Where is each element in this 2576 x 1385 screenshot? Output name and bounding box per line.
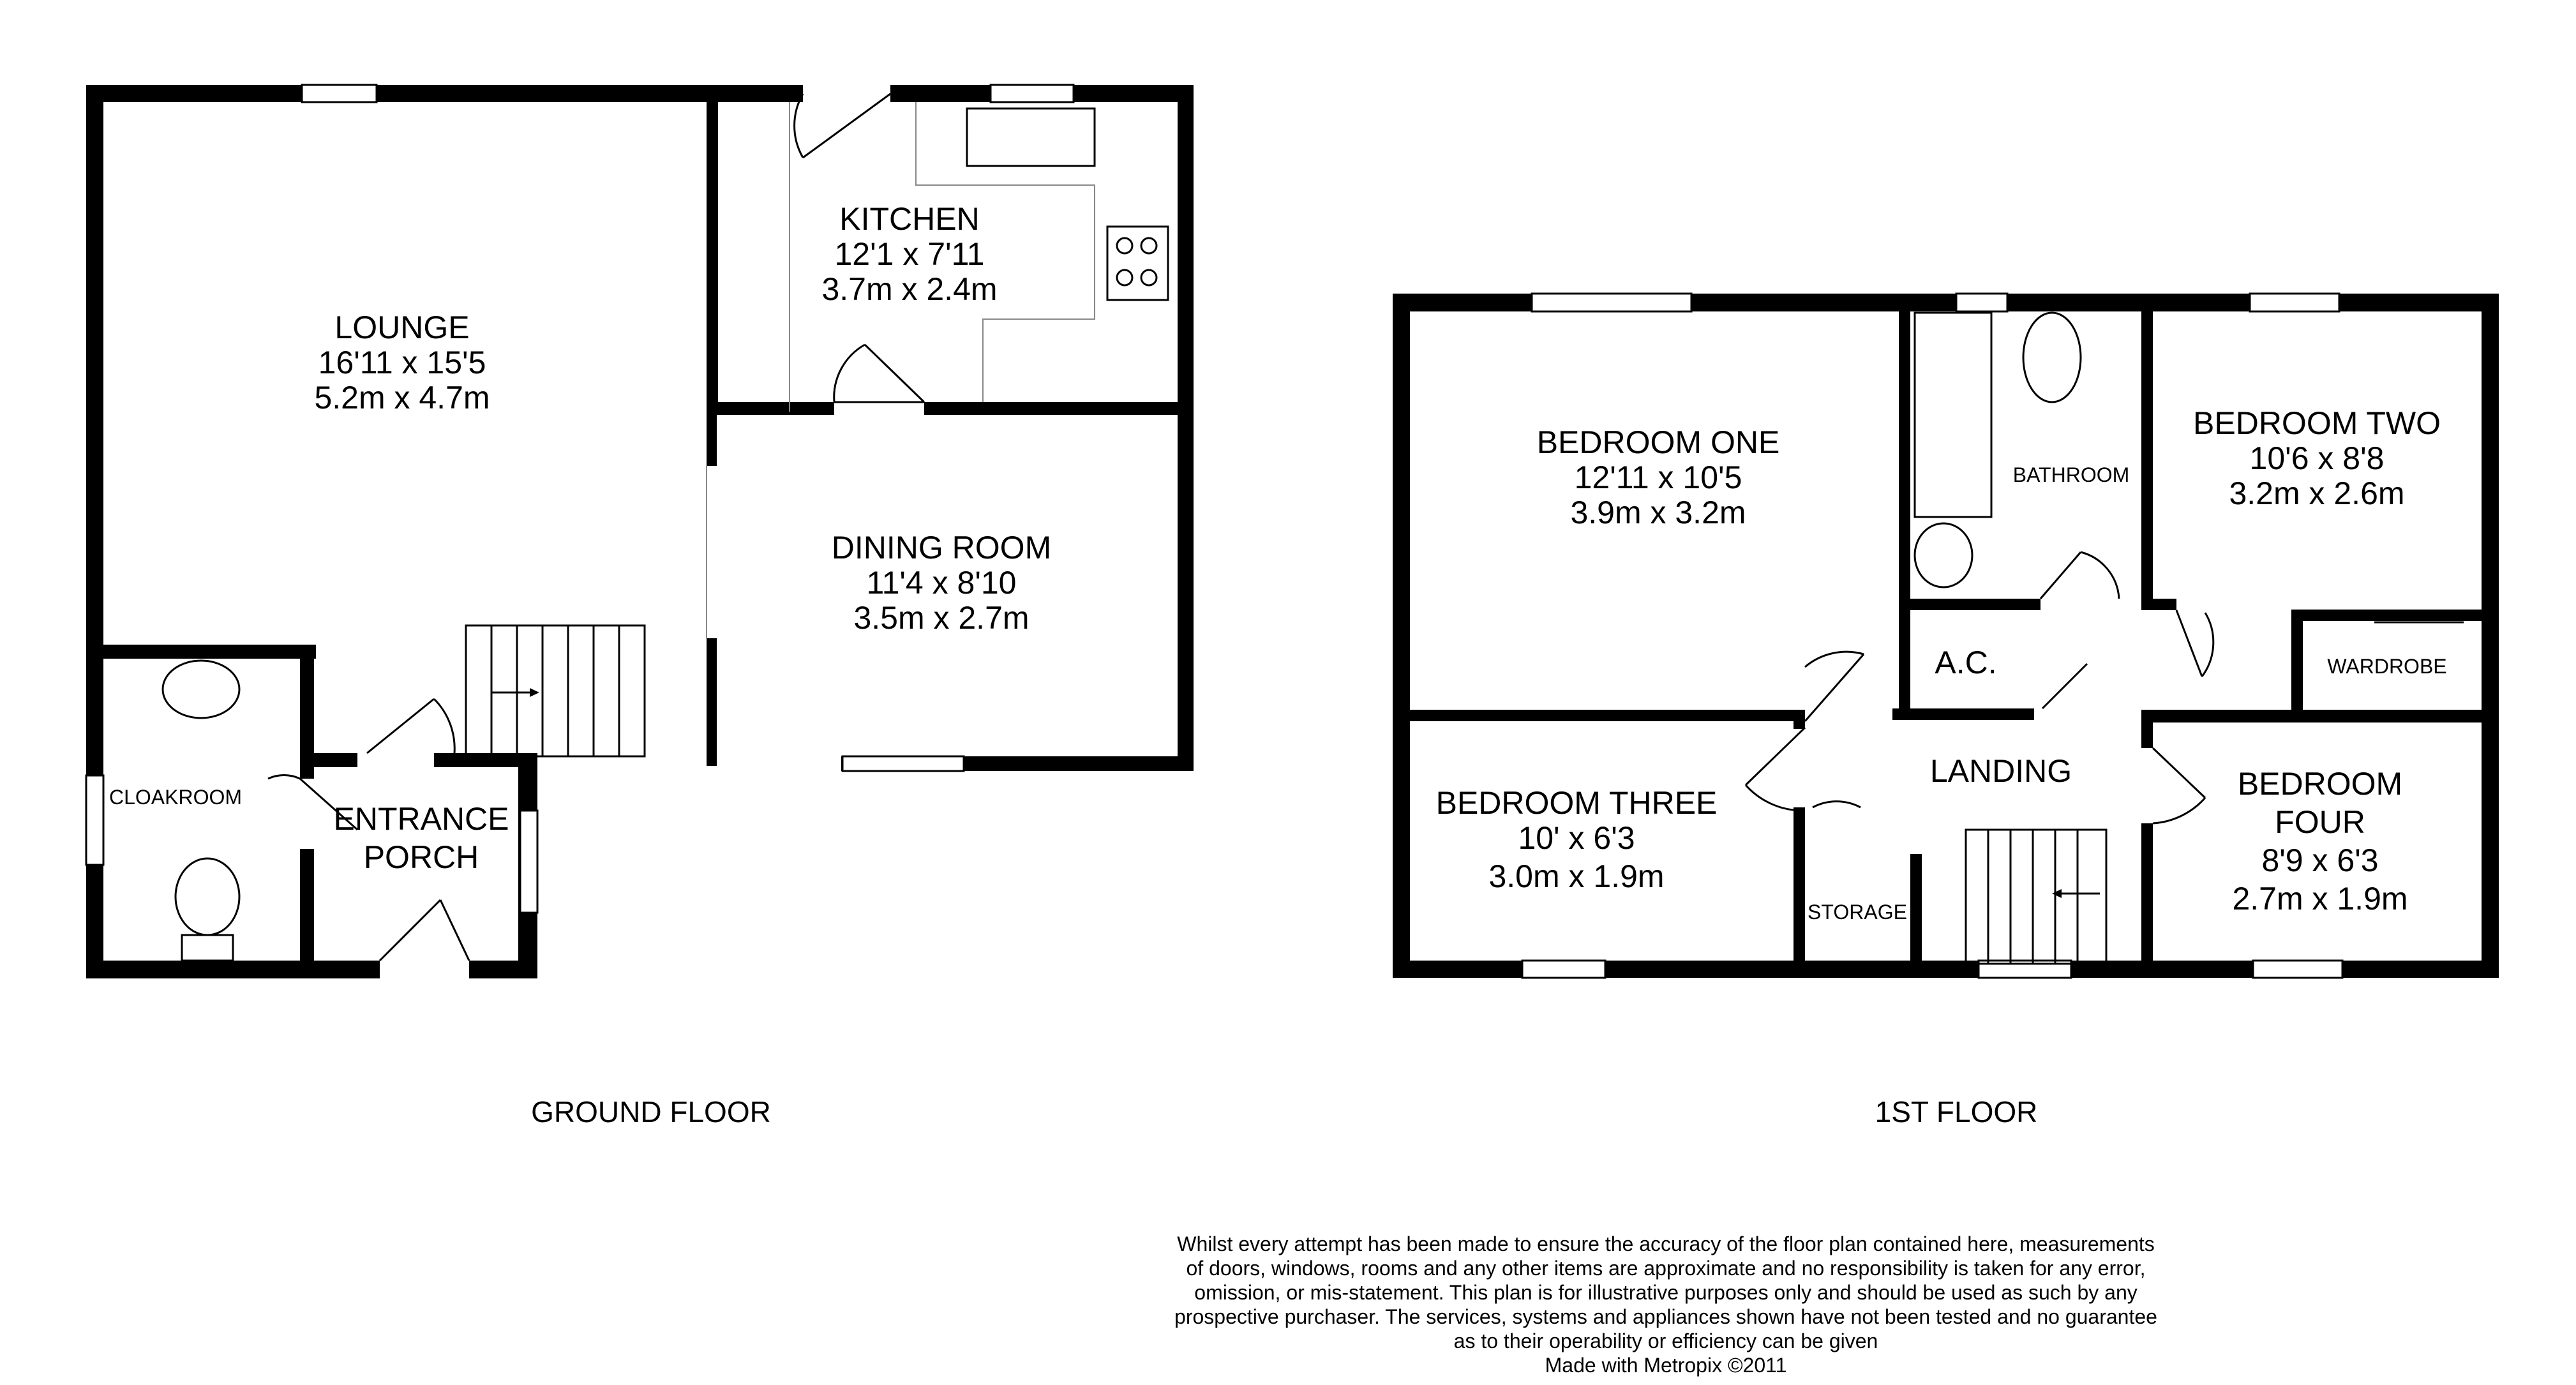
bedroom-two-name: BEDROOM TWO bbox=[2193, 405, 2441, 441]
bedroom-four-name-line2: FOUR bbox=[2275, 804, 2365, 840]
bathroom-fixtures bbox=[1915, 313, 2081, 587]
ac-name: A.C. bbox=[1935, 645, 1997, 680]
porch-name-line2: PORCH bbox=[363, 839, 479, 875]
disclaimer-line-5: as to their operability or efficiency can be given bbox=[1453, 1329, 1878, 1352]
landing-name: LANDING bbox=[1929, 753, 2072, 789]
disclaimer-line-2: of doors, windows, rooms and any other items are approximate and no responsibility is taken for any error, bbox=[1186, 1257, 2146, 1280]
disclaimer bbox=[1174, 1232, 2157, 1377]
kitchen-imperial: 12'1 x 7'11 bbox=[834, 236, 985, 272]
bedroom-one-imperial: 12'11 x 10'5 bbox=[1574, 460, 1742, 495]
cloakroom-name: CLOAKROOM bbox=[109, 786, 243, 809]
disclaimer-line-3: omission, or mis-statement. This plan is for illustrative purposes only and should be used as such by any bbox=[1194, 1281, 2138, 1304]
first-floor-labels bbox=[1436, 405, 2447, 1128]
kitchen-name: KITCHEN bbox=[839, 201, 980, 237]
dining-name: DINING ROOM bbox=[831, 530, 1052, 565]
bedroom-three-name: BEDROOM THREE bbox=[1435, 785, 1718, 821]
bedroom-four-imperial: 8'9 x 6'3 bbox=[2261, 842, 2379, 878]
bedroom-three-metric: 3.0m x 1.9m bbox=[1488, 858, 1665, 894]
bathroom-name: BATHROOM bbox=[2012, 463, 2130, 486]
disclaimer-line-4: prospective purchaser. The services, systems and appliances shown have not been tested and no guarantee bbox=[1174, 1305, 2157, 1328]
dining-imperial: 11'4 x 8'10 bbox=[866, 565, 1017, 601]
wardrobe-name: WARDROBE bbox=[2327, 655, 2447, 678]
bedroom-one-metric: 3.9m x 3.2m bbox=[1570, 495, 1746, 530]
kitchen-metric: 3.7m x 2.4m bbox=[821, 271, 998, 307]
bedroom-three-imperial: 10' x 6'3 bbox=[1518, 820, 1635, 856]
first-floor-title: 1ST FLOOR bbox=[1875, 1095, 2038, 1128]
first-floor-stairs bbox=[1966, 830, 2106, 964]
bedroom-two-metric: 3.2m x 2.6m bbox=[2229, 475, 2405, 511]
lounge-metric: 5.2m x 4.7m bbox=[314, 380, 490, 416]
bedroom-two-imperial: 10'6 x 8'8 bbox=[2249, 440, 2385, 476]
cloakroom-fixtures bbox=[163, 661, 239, 961]
dining-metric: 3.5m x 2.7m bbox=[853, 600, 1030, 636]
ground-floor-title: GROUND FLOOR bbox=[531, 1095, 771, 1128]
lounge-name: LOUNGE bbox=[334, 310, 470, 345]
bedroom-one-name: BEDROOM ONE bbox=[1536, 424, 1780, 460]
ground-floor-stairs bbox=[466, 625, 645, 756]
disclaimer-line-1: Whilst every attempt has been made to ensure the accuracy of the floor plan contained here, measurements bbox=[1177, 1232, 2155, 1255]
bedroom-four-metric: 2.7m x 1.9m bbox=[2232, 881, 2408, 917]
disclaimer-line-6: Made with Metropix ©2011 bbox=[1545, 1354, 1787, 1377]
porch-name-line1: ENTRANCE bbox=[333, 801, 509, 837]
lounge-imperial: 16'11 x 15'5 bbox=[318, 345, 486, 380]
ground-floor-labels bbox=[109, 201, 1051, 1128]
storage-name: STORAGE bbox=[1808, 901, 1907, 924]
bedroom-four-name-line1: BEDROOM bbox=[2237, 766, 2403, 802]
